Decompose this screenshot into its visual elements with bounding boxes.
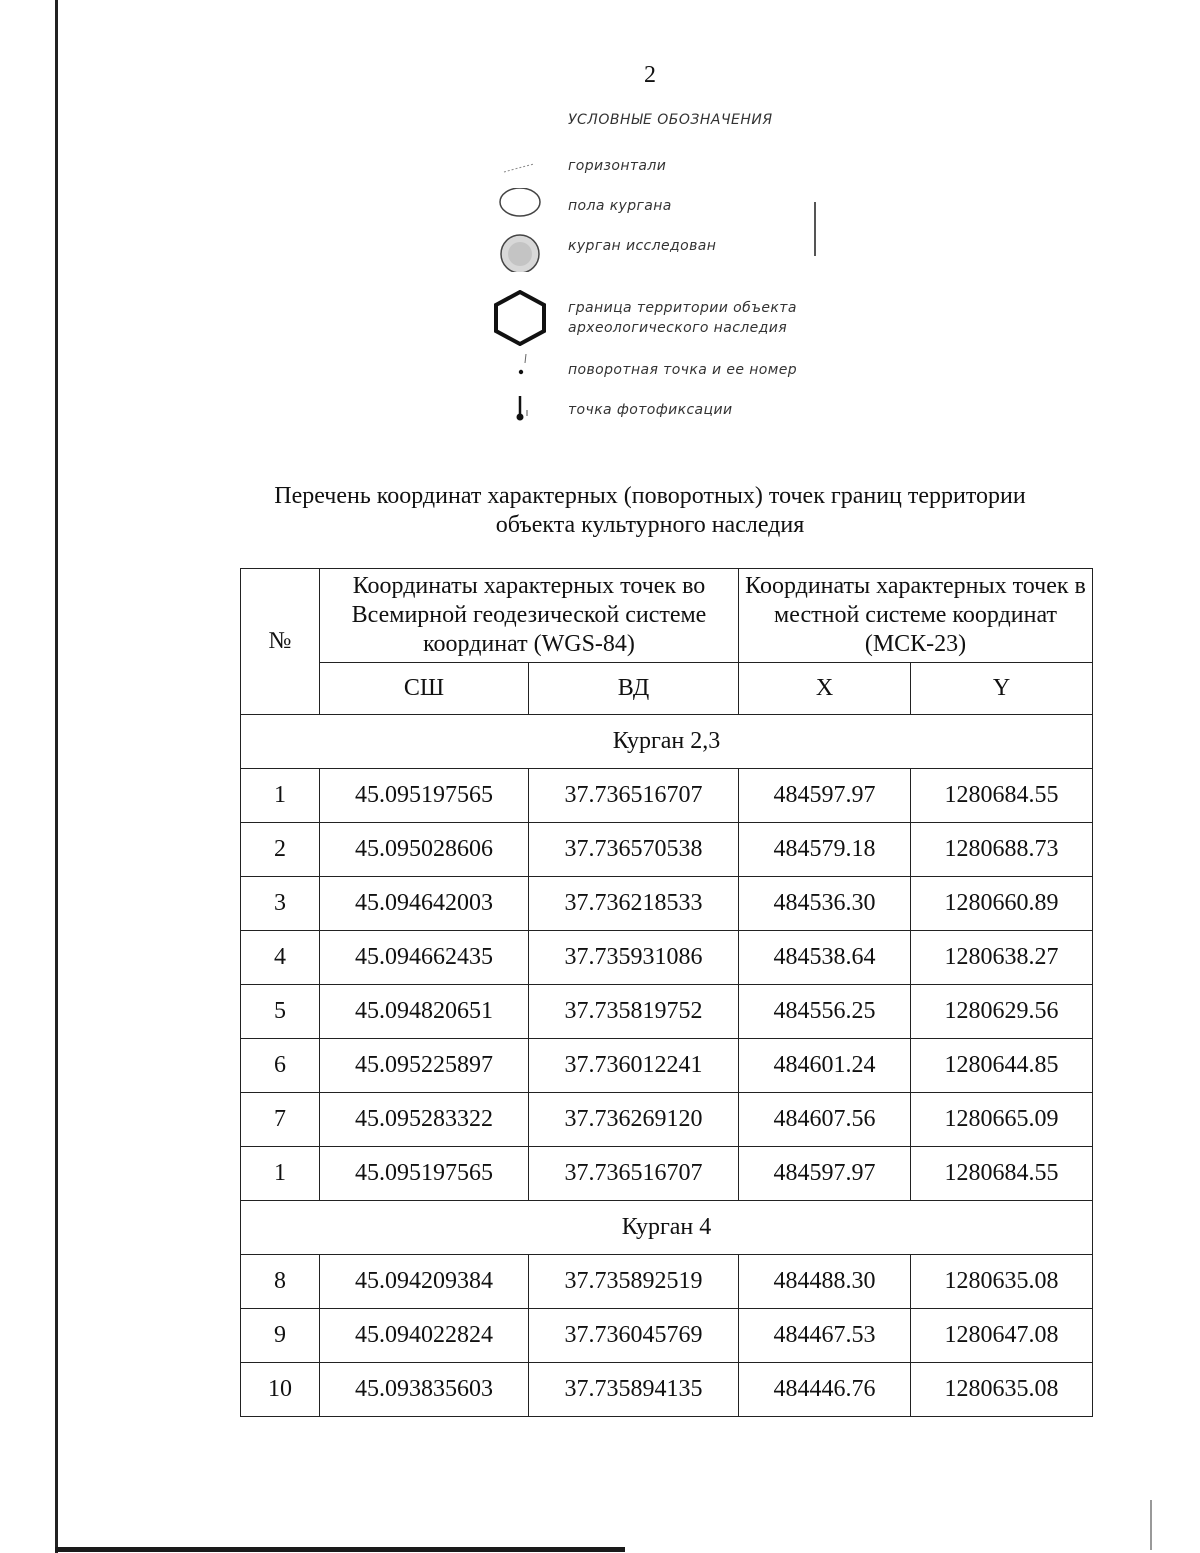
cell-x: 484467.53 — [739, 1309, 911, 1363]
cell-lon: 37.735819752 — [529, 985, 739, 1039]
cell-lon: 37.736516707 — [529, 1147, 739, 1201]
legend-side-bar — [814, 202, 816, 256]
header-y: Y — [911, 663, 1093, 715]
cell-num: 5 — [241, 985, 320, 1039]
cell-lat: 45.095028606 — [320, 823, 529, 877]
table-row — [241, 877, 1093, 931]
table-row — [241, 1309, 1093, 1363]
table-row — [241, 1039, 1093, 1093]
cell-y: 1280629.56 — [911, 985, 1093, 1039]
cell-y: 1280635.08 — [911, 1255, 1093, 1309]
legend-label: граница территории объекта археологического наследия — [568, 300, 797, 336]
cell-x: 484597.97 — [739, 1147, 911, 1201]
cell-lon: 37.735892519 — [529, 1255, 739, 1309]
cell-x: 484579.18 — [739, 823, 911, 877]
section-row — [241, 715, 1093, 769]
cell-lat: 45.095225897 — [320, 1039, 529, 1093]
cell-x: 484536.30 — [739, 877, 911, 931]
cell-lat: 45.094820651 — [320, 985, 529, 1039]
table-row — [241, 769, 1093, 823]
table-row — [241, 1093, 1093, 1147]
table-body — [241, 715, 1093, 1417]
cell-num: 10 — [241, 1363, 320, 1417]
cell-num: 1 — [241, 769, 320, 823]
table-subheader-row — [241, 663, 1093, 715]
turning-point-icon — [490, 354, 550, 398]
legend-item-mound-floor — [490, 188, 850, 232]
coordinates-table — [240, 568, 1093, 1417]
scan-speck — [1150, 1500, 1152, 1550]
legend-item-contours — [490, 148, 850, 192]
cell-y: 1280638.27 — [911, 931, 1093, 985]
legend-label: горизонтали — [568, 158, 667, 174]
legend-label: поворотная точка и ее номер — [568, 362, 798, 378]
cell-x: 484488.30 — [739, 1255, 911, 1309]
cell-lon: 37.736516707 — [529, 769, 739, 823]
cell-y: 1280665.09 — [911, 1093, 1093, 1147]
cell-lat: 45.094642003 — [320, 877, 529, 931]
legend-label: курган исследован — [568, 238, 717, 254]
cell-y: 1280635.08 — [911, 1363, 1093, 1417]
table-row — [241, 823, 1093, 877]
cell-lon: 37.736045769 — [529, 1309, 739, 1363]
cell-x: 484607.56 — [739, 1093, 911, 1147]
legend-item-mound-investigated — [490, 228, 850, 272]
table-row — [241, 1147, 1093, 1201]
cell-num: 2 — [241, 823, 320, 877]
cell-lat: 45.094209384 — [320, 1255, 529, 1309]
legend-item-photo-point — [490, 396, 850, 440]
page-number: 2 — [644, 62, 656, 88]
cell-lon: 37.736218533 — [529, 877, 739, 931]
cell-lon: 37.735894135 — [529, 1363, 739, 1417]
legend-title: УСЛОВНЫЕ ОБОЗНАЧЕНИЯ — [568, 112, 773, 128]
cell-lon: 37.735931086 — [529, 931, 739, 985]
cell-num: 8 — [241, 1255, 320, 1309]
cell-y: 1280688.73 — [911, 823, 1093, 877]
cell-lat: 45.095197565 — [320, 1147, 529, 1201]
cell-lat: 45.094662435 — [320, 931, 529, 985]
cell-x: 484446.76 — [739, 1363, 911, 1417]
header-msk: Координаты характерных точек в местной системе координат (МСК-23) — [739, 569, 1093, 663]
section-name: Курган 4 — [241, 1201, 1093, 1255]
header-wgs: Координаты характерных точек во Всемирной геодезической системе координат (WGS-84) — [320, 569, 739, 663]
legend-label: точка фотофиксации — [568, 402, 733, 418]
hexagon-boundary-icon — [490, 290, 550, 346]
section-name: Курган 2,3 — [241, 715, 1093, 769]
cell-x: 484556.25 — [739, 985, 911, 1039]
table-row — [241, 931, 1093, 985]
legend-item-boundary — [490, 290, 850, 346]
cell-x: 484597.97 — [739, 769, 911, 823]
cell-y: 1280684.55 — [911, 1147, 1093, 1201]
cell-x: 484538.64 — [739, 931, 911, 985]
scan-edge-left — [55, 0, 58, 1553]
contour-line-icon — [490, 148, 550, 192]
photo-point-icon — [490, 396, 550, 440]
cell-num: 9 — [241, 1309, 320, 1363]
cell-y: 1280647.08 — [911, 1309, 1093, 1363]
section-row — [241, 1201, 1093, 1255]
header-lat: СШ — [320, 663, 529, 715]
table-row — [241, 1255, 1093, 1309]
cell-y: 1280684.55 — [911, 769, 1093, 823]
document-title: Перечень координат характерных (поворотных) точек границ территории объекта культурного наследия — [274, 483, 1026, 538]
legend-label: пола кургана — [568, 198, 672, 214]
cell-y: 1280660.89 — [911, 877, 1093, 931]
cell-lon: 37.736570538 — [529, 823, 739, 877]
mound-investigated-icon — [490, 228, 550, 272]
cell-lat: 45.094022824 — [320, 1309, 529, 1363]
legend-item-turning-point — [490, 354, 850, 398]
cell-num: 4 — [241, 931, 320, 985]
mound-floor-icon — [490, 188, 550, 232]
table-header-row — [241, 569, 1093, 663]
cell-lat: 45.093835603 — [320, 1363, 529, 1417]
header-lon: ВД — [529, 663, 739, 715]
header-x: X — [739, 663, 911, 715]
cell-num: 1 — [241, 1147, 320, 1201]
cell-num: 6 — [241, 1039, 320, 1093]
scan-edge-bottom — [55, 1547, 625, 1552]
cell-lon: 37.736269120 — [529, 1093, 739, 1147]
cell-num: 3 — [241, 877, 320, 931]
cell-lat: 45.095283322 — [320, 1093, 529, 1147]
cell-x: 484601.24 — [739, 1039, 911, 1093]
header-num: № — [241, 569, 320, 715]
cell-y: 1280644.85 — [911, 1039, 1093, 1093]
table-row — [241, 985, 1093, 1039]
cell-lon: 37.736012241 — [529, 1039, 739, 1093]
table-row — [241, 1363, 1093, 1417]
cell-num: 7 — [241, 1093, 320, 1147]
cell-lat: 45.095197565 — [320, 769, 529, 823]
